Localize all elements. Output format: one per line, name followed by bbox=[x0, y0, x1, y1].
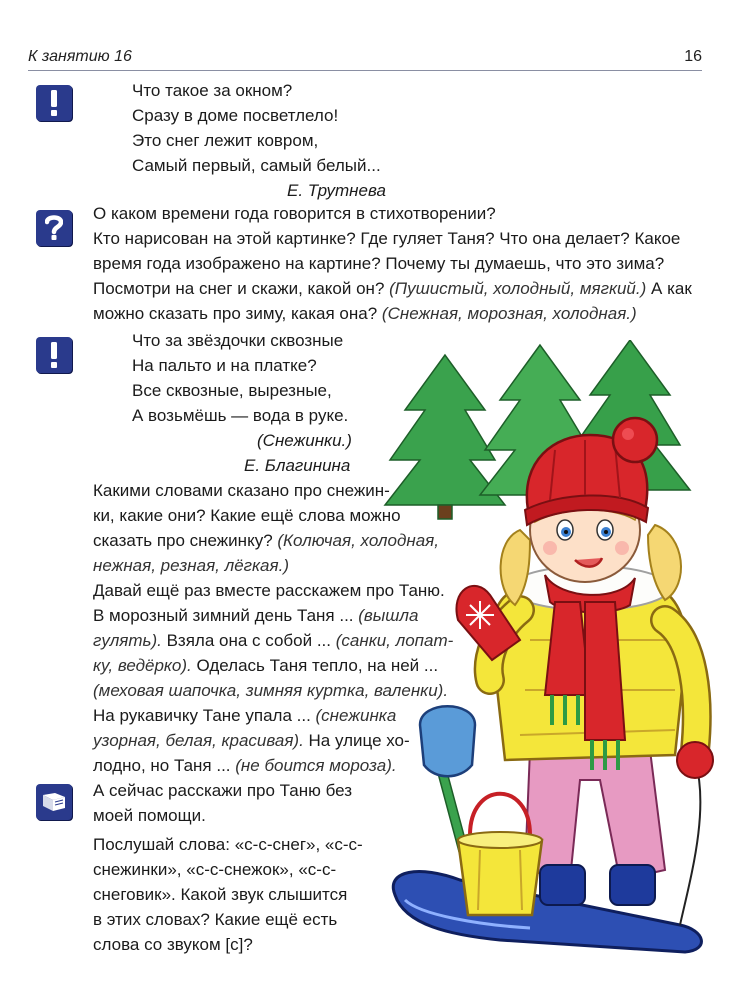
hat-pompom bbox=[613, 418, 657, 462]
question-line: можно сказать про зиму, какая она? (Снежная, морозная, холодная.) bbox=[93, 304, 637, 323]
question-icon bbox=[36, 210, 72, 246]
question-line: Кто нарисован на этой картинке? Где гуляет Таня? Что она делает? Какое bbox=[93, 229, 681, 248]
poem-author: Е. Благинина bbox=[244, 456, 351, 475]
page-number: 16 bbox=[684, 48, 702, 65]
exclamation-icon bbox=[36, 337, 72, 373]
poem-line: На пальто и на платке? bbox=[132, 356, 317, 375]
book-icon bbox=[36, 784, 72, 820]
poem-blaginina bbox=[132, 328, 352, 478]
winter-girl-illustration bbox=[380, 340, 720, 960]
question-line: время года изображено на картине? Почему ты думаешь, что это зима? bbox=[93, 254, 665, 273]
poem-line: Самый первый, самый белый... bbox=[132, 156, 381, 175]
snowflake-questions: Какими словами сказано про снежин- ки, какие они? Какие ещё слова можно сказать про снежинку? (Колючая, холодная, нежная, резная, лёгкая.) bbox=[93, 481, 439, 575]
poem-line: Это снег лежит ковром, bbox=[132, 131, 319, 150]
retell-prompt: А сейчас расскажи про Таню без моей помощи. bbox=[93, 781, 353, 825]
poem-line: Что за звёздочки сквозные bbox=[132, 331, 344, 350]
exclamation-icon bbox=[36, 85, 72, 121]
story-block: Давай ещё раз вместе расскажем про Таню. В морозный зимний день Таня ... (вышла гулять). Взяла она с собой ... (санки, лопат- ку, ведёрко). Оделась Таня тепло, на ней ... (меховая шапочка, зимняя куртка, валенки). На рукавичку Тане упала ... (снежинка узорная, белая, красивая). На улице хо- лодно, но Таня ... (не боится мороза). bbox=[93, 581, 454, 775]
poem-trutneva bbox=[132, 78, 386, 203]
poem-line: Что такое за окном? bbox=[132, 81, 293, 100]
riddle-answer: (Снежинки.) bbox=[257, 431, 352, 450]
running-header: К занятию 16 bbox=[28, 48, 132, 65]
snowflake bbox=[466, 601, 494, 629]
poem-line: Все сквозные, вырезные, bbox=[132, 381, 332, 400]
poem-line: Сразу в доме посветлело! bbox=[132, 106, 339, 125]
questions-block bbox=[93, 201, 723, 326]
question-line: Посмотри на снег и скажи, какой он? (Пушистый, холодный, мягкий.) А как bbox=[93, 279, 692, 298]
header-divider bbox=[28, 70, 702, 71]
sound-exercise: Послушай слова: «с-с-снег», «с-с- снежинки», «с-с-снежок», «с-с- снеговик». Какой звук слышится в этих словах? Какие ещё есть слова со звуком [с]? bbox=[93, 835, 363, 954]
poem-line: А возьмёшь — вода в руке. bbox=[132, 406, 349, 425]
poem-author: Е. Трутнева bbox=[287, 181, 386, 200]
question-line: О каком времени года говорится в стихотворении? bbox=[93, 204, 496, 223]
